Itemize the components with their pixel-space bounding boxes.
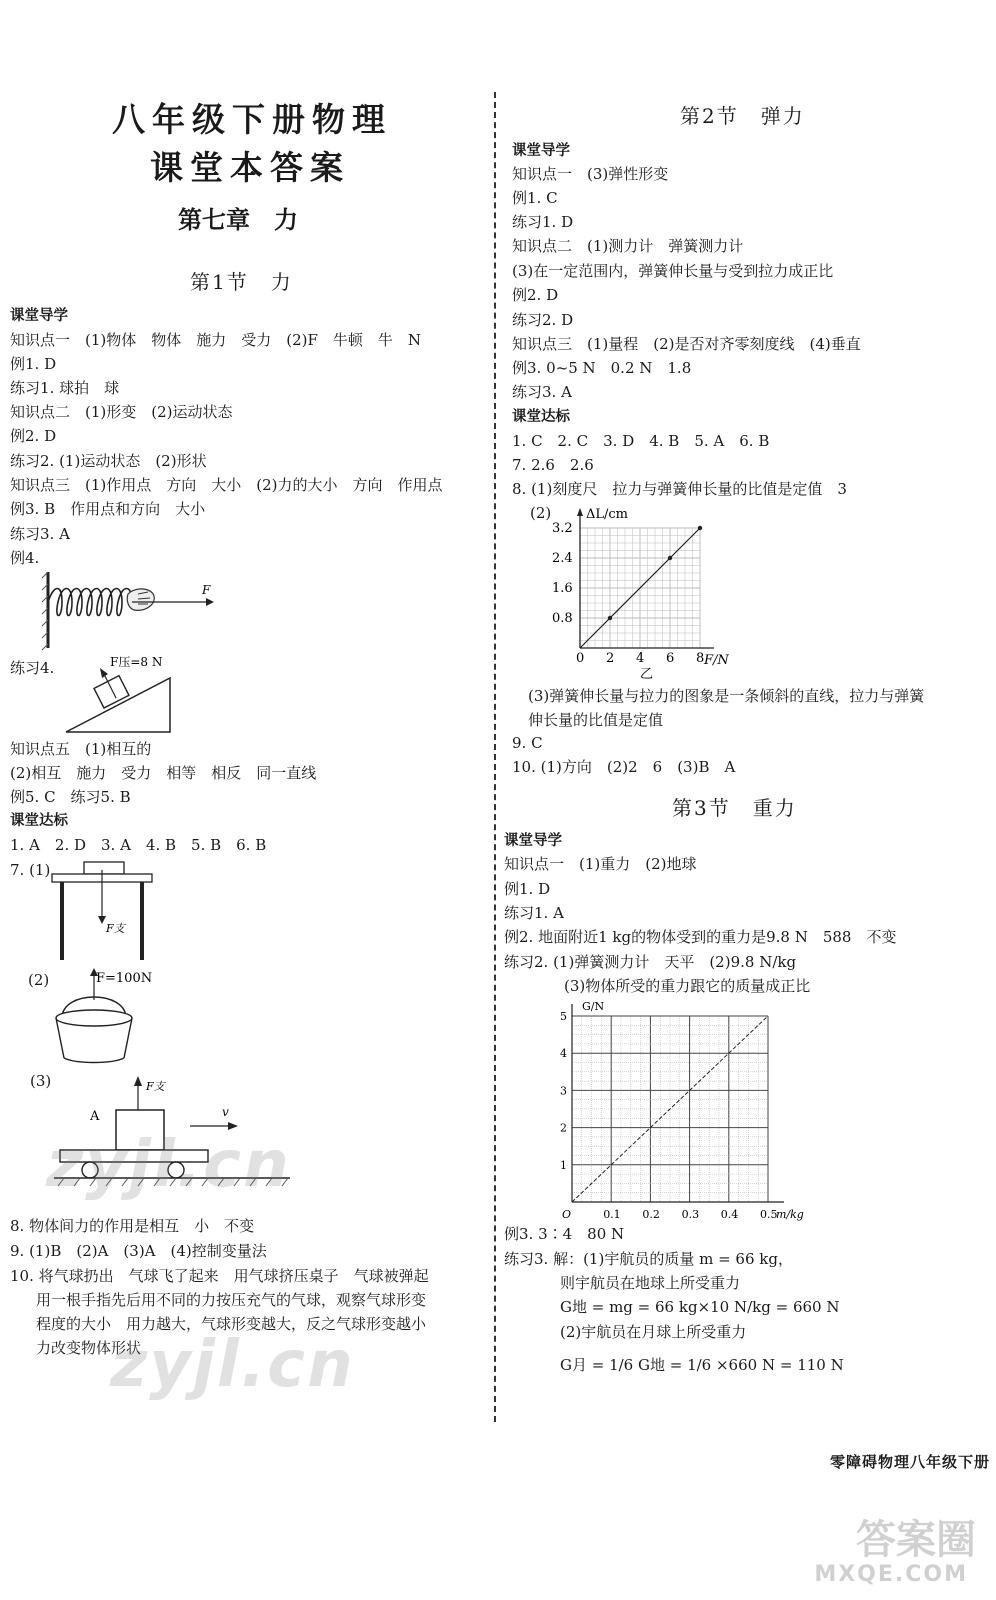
answer-line: 练习1. 球拍 球 xyxy=(10,379,120,397)
answer-line: 则宇航员在地球上所受重力 xyxy=(560,1274,741,1292)
page-title-line1: 八年级下册物理 xyxy=(112,100,392,139)
block-label-a: A xyxy=(90,1109,100,1124)
force-label-7-2: F=100N xyxy=(96,971,153,986)
answer-line: 7. 2.6 2.6 xyxy=(512,456,594,474)
x-tick-label: 6 xyxy=(666,651,675,666)
heading-ketang-daoxue: 课堂导学 xyxy=(504,833,562,849)
y-tick-label: 4 xyxy=(560,1047,567,1061)
x-tick-label: 2 xyxy=(606,651,615,666)
watermark: zyjl.cn xyxy=(46,1128,291,1202)
section-title-3: 第3节 重力 xyxy=(672,796,797,820)
x-tick-label: 0.3 xyxy=(681,1208,700,1221)
answer-line: (2) xyxy=(530,504,552,522)
chart-spring-extension xyxy=(548,500,748,680)
answer-line: 例5. C 练习5. B xyxy=(10,788,131,806)
answer-line: 9. (1)B (2)A (3)A (4)控制变量法 xyxy=(10,1242,267,1260)
column-divider xyxy=(494,92,496,1422)
answer-line: 例1. C xyxy=(512,189,558,207)
answer-line: 知识点二 (1)形变 (2)运动状态 xyxy=(10,403,233,421)
y-tick-label: 3 xyxy=(560,1084,567,1098)
answer-line: 例2. D xyxy=(512,286,559,304)
x-axis-label: F/N xyxy=(704,653,729,668)
answer-line: 知识点三 (1)作用点 方向 大小 (2)力的大小 方向 作用点 xyxy=(10,476,443,494)
footer-book-title: 零障碍物理八年级下册 xyxy=(829,1453,990,1471)
answer-line: (2) xyxy=(28,971,50,989)
section-title-1: 第1节 力 xyxy=(190,270,293,294)
answer-line: 8. 物体间力的作用是相互 小 不变 xyxy=(10,1217,255,1235)
answer-line: G月 = 1/6 G地 = 1/6 ×660 N = 110 N xyxy=(560,1356,844,1374)
heading-ketang-daoxue: 课堂导学 xyxy=(512,143,570,159)
answer-line: (3)物体所受的重力跟它的质量成正比 xyxy=(564,977,811,995)
y-tick-label: 3.2 xyxy=(552,521,573,536)
watermark-site: 答案圈 xyxy=(856,1517,976,1563)
answer-line: 例2. 地面附近1 kg的物体受到的重力是9.8 N 588 不变 xyxy=(504,928,897,946)
answer-line: 例1. D xyxy=(504,880,551,898)
answer-line: 9. C xyxy=(512,734,543,752)
figure-7-2-bucket xyxy=(50,966,180,1068)
answer-line: 练习3. A xyxy=(512,383,572,401)
y-tick-label: 1.6 xyxy=(552,581,573,596)
force-label-7-1: F支 xyxy=(106,922,125,935)
answer-line: 例4. xyxy=(10,549,40,567)
heading-ketang-daoxue: 课堂导学 xyxy=(10,308,68,324)
answer-line: 1. C 2. C 3. D 4. B 5. A 6. B xyxy=(512,432,770,450)
answer-line: 1. A 2. D 3. A 4. B 5. B 6. B xyxy=(10,836,267,854)
chart-gravity-mass xyxy=(556,996,818,1224)
x-tick-label: 8 xyxy=(696,651,705,666)
answer-line: (2)宇航员在月球上所受重力 xyxy=(560,1323,747,1341)
x-tick-label: 0.4 xyxy=(720,1208,739,1221)
y-tick-label: 5 xyxy=(560,1010,567,1023)
answer-line: 力改变物体形状 xyxy=(36,1339,142,1357)
answer-line: 例3. B 作用点和方向 大小 xyxy=(10,500,206,518)
x-tick-label: 4 xyxy=(636,651,645,666)
answer-line: 程度的大小 用力越大，气球形变越大，反之气球形变越小 xyxy=(36,1315,427,1333)
answer-line: 例2. D xyxy=(10,427,57,445)
watermark: zyjl.cn xyxy=(110,1328,355,1402)
answer-line: 练习1. A xyxy=(504,904,564,922)
answer-line: 10. (1)方向 (2)2 6 (3)B A xyxy=(512,758,736,776)
data-point xyxy=(698,526,702,530)
page-title-line2: 课堂本答案 xyxy=(150,148,350,187)
figure-7-1-table xyxy=(48,860,158,962)
force-label-press: F压=8 N xyxy=(110,655,163,669)
y-tick-label: 2 xyxy=(560,1121,567,1135)
answer-line: 10. 将气球扔出 气球飞了起来 用气球挤压桌子 气球被弹起 xyxy=(10,1267,429,1285)
section-title-2: 第2节 弹力 xyxy=(680,104,805,128)
y-axis-label: ΔL/cm xyxy=(586,507,629,522)
x-axis-label: m/kg xyxy=(776,1208,804,1221)
answer-line: 知识点五 (1)相互的 xyxy=(10,740,152,758)
answer-line: 知识点一 (1)重力 (2)地球 xyxy=(504,855,697,873)
y-tick-label: 1 xyxy=(560,1158,567,1172)
watermark-site-url: MXQE.COM xyxy=(814,1562,968,1587)
answer-line: 知识点一 (1)物体 物体 施力 受力 (2)F 牛顿 牛 N xyxy=(10,331,422,349)
answer-line: 知识点三 (1)量程 (2)是否对齐零刻度线 (4)垂直 xyxy=(512,335,861,353)
y-tick-label: 2.4 xyxy=(552,551,573,566)
y-axis-arrow xyxy=(577,508,583,516)
answer-line: (3) xyxy=(30,1072,52,1090)
figure-practice4-incline xyxy=(60,652,190,736)
answer-line: 伸长量的比值是定值 xyxy=(528,711,664,729)
answer-line: 练习2. (1)运动状态 (2)形状 xyxy=(10,452,207,470)
answer-line: 例3. 0~5 N 0.2 N 1.8 xyxy=(512,359,692,377)
x-tick-label: 0.1 xyxy=(603,1208,621,1221)
answer-line: (2)相互 施力 受力 相等 相反 同一直线 xyxy=(10,764,317,782)
answer-line: 练习2. (1)弹簧测力计 天平 (2)9.8 N/kg xyxy=(504,953,797,971)
answer-line: 知识点一 (3)弹性形变 xyxy=(512,165,669,183)
answer-line: 练习4. xyxy=(10,659,55,677)
answer-line: 8. (1)刻度尺 拉力与弹簧伸长量的比值是定值 3 xyxy=(512,480,847,498)
heading-ketang-dabiao: 课堂达标 xyxy=(10,813,68,829)
y-axis-label: G/N xyxy=(582,1000,605,1013)
data-point xyxy=(668,556,672,560)
x-tick-label: 0.2 xyxy=(642,1208,660,1221)
answer-line: 练习1. D xyxy=(512,213,574,231)
force-label-f: F xyxy=(202,583,211,597)
x-tick-label: 0 xyxy=(576,651,585,666)
answer-line: 7. (1) xyxy=(10,861,51,879)
data-point xyxy=(608,616,612,620)
force-label-7-3: F支 xyxy=(146,1080,165,1093)
answer-line: 练习2. D xyxy=(512,311,574,329)
answer-line: 练习3. 解：(1)宇航员的质量 m = 66 kg， xyxy=(504,1250,793,1268)
figure-example4-spring xyxy=(40,568,230,652)
chart-caption: 乙 xyxy=(640,667,654,680)
answer-line: (3)在一定范围内，弹簧伸长量与受到拉力成正比 xyxy=(512,262,834,280)
x-tick-label: 0.5 xyxy=(760,1208,778,1221)
answer-line: G地 = mg = 66 kg×10 N/kg = 660 N xyxy=(560,1298,840,1316)
answer-line: 例3. 3∶4 80 N xyxy=(504,1225,625,1243)
answer-line: 用一根手指先后用不同的力按压充气的气球，观察气球形变 xyxy=(36,1291,427,1309)
answer-line: 知识点二 (1)测力计 弹簧测力计 xyxy=(512,237,744,255)
answer-line: 练习3. A xyxy=(10,525,70,543)
velocity-label: v xyxy=(222,1105,229,1119)
answer-line: 例1. D xyxy=(10,355,57,373)
chapter-title: 第七章 力 xyxy=(178,205,298,234)
x-tick-label: O xyxy=(562,1208,572,1221)
answer-line: (3)弹簧伸长量与拉力的图象是一条倾斜的直线，拉力与弹簧 xyxy=(528,687,925,705)
heading-ketang-dabiao: 课堂达标 xyxy=(512,409,570,425)
y-tick-label: 0.8 xyxy=(552,611,573,626)
